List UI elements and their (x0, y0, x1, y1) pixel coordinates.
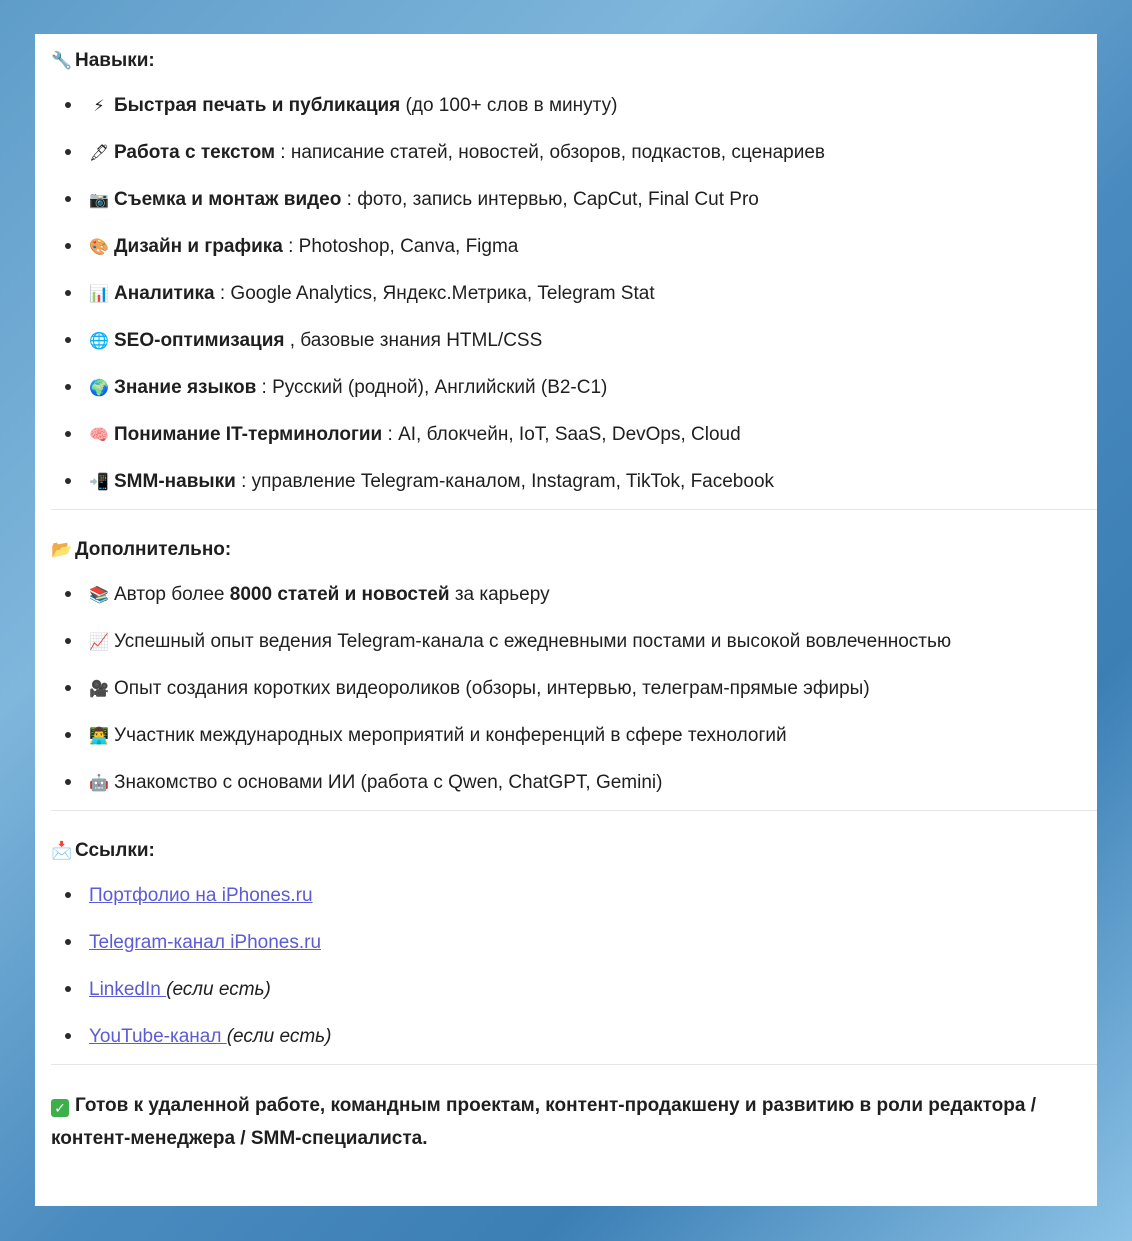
bullet (65, 939, 71, 945)
list-item (51, 1013, 1097, 1060)
item-text-after: за карьеру (449, 584, 550, 605)
list-item (51, 82, 1097, 129)
skill-name: Работа с текстом (114, 142, 276, 163)
brain-icon: 🧠 (89, 427, 109, 444)
skill-detail: : фото, запись интервью, CapCut, Final Cut Pro (341, 189, 759, 210)
bar-chart-icon: 📊 (89, 286, 109, 303)
item-text: Автор более (114, 584, 230, 605)
wrench-icon: 🔧 (51, 51, 73, 70)
skill-name: Понимание IT-терминологии (114, 424, 383, 445)
list-item (51, 411, 1097, 458)
list-item (51, 919, 1097, 966)
item-text: Успешный опыт ведения Telegram-канала с ежедневными постами и высокой вовлеченностью (114, 631, 952, 652)
books-icon: 📚 (89, 587, 109, 604)
video-camera-icon: 🎥 (89, 681, 109, 698)
envelope-icon: 📩 (51, 841, 73, 860)
phone-arrow-icon: 📲 (89, 474, 109, 491)
item-text: Знакомство с основами ИИ (работа с Qwen, ChatGPT, Gemini) (114, 772, 663, 793)
skill-name: Быстрая печать и публикация (114, 95, 401, 116)
divider (51, 509, 1097, 510)
closing-statement (51, 1089, 1097, 1155)
list-item (51, 317, 1097, 364)
globe-network-icon: 🌐 (89, 333, 109, 350)
bullet (65, 243, 71, 249)
links-list (51, 872, 1097, 1060)
list-item (51, 270, 1097, 317)
list-item (51, 176, 1097, 223)
list-item (51, 364, 1097, 411)
skill-detail: : Русский (родной), Английский (B2-C1) (256, 377, 608, 398)
list-item (51, 665, 1097, 712)
skill-detail: , базовые знания HTML/CSS (284, 330, 543, 351)
link-note: (если есть) (226, 1026, 332, 1047)
camera-icon: 📷 (89, 192, 109, 209)
skill-detail: : Google Analytics, Яндекс.Метрика, Telegram Stat (214, 283, 655, 304)
skills-list (51, 82, 1097, 505)
list-item (51, 712, 1097, 759)
bullet (65, 1033, 71, 1039)
bullet (65, 638, 71, 644)
skills-heading (51, 48, 1097, 74)
skill-name: SEO-оптимизация (114, 330, 285, 351)
robot-icon: 🤖 (89, 775, 109, 792)
list-item (51, 872, 1097, 919)
bullet (65, 196, 71, 202)
portfolio-link[interactable]: Портфолио на iPhones.ru (89, 885, 313, 906)
pen-icon: 🖋 (89, 145, 110, 162)
bullet (65, 102, 71, 108)
bullet (65, 779, 71, 785)
divider (51, 810, 1097, 811)
extra-title: Дополнительно: (75, 539, 232, 560)
bullet (65, 384, 71, 390)
links-title: Ссылки: (75, 840, 155, 861)
technologist-icon: 👨‍💻 (89, 728, 109, 745)
extra-list (51, 571, 1097, 806)
skills-title: Навыки: (75, 50, 155, 71)
links-heading (51, 838, 1097, 864)
skill-detail: : управление Telegram-каналом, Instagram, TikTok, Facebook (235, 471, 775, 492)
chart-up-icon: 📈 (89, 634, 109, 651)
extra-heading (51, 537, 1097, 563)
bullet (65, 337, 71, 343)
skill-detail: : Photoshop, Canva, Figma (282, 236, 519, 257)
linkedin-link[interactable]: LinkedIn (89, 979, 167, 1000)
bullet (65, 986, 71, 992)
skill-detail: (до 100+ слов в минуту) (400, 95, 618, 116)
bullet (65, 892, 71, 898)
check-icon: ✓ (51, 1099, 69, 1117)
list-item (51, 458, 1097, 505)
skill-name: Дизайн и графика (114, 236, 283, 257)
closing-text: Готов к удаленной работе, командным проектам, контент-продакшену и развитию в роли редактора / контент-менеджера / SMM-специалиста. (51, 1095, 1036, 1149)
skill-name: Аналитика (114, 283, 215, 304)
folder-icon: 📂 (51, 540, 73, 559)
list-item (51, 759, 1097, 806)
bullet (65, 290, 71, 296)
telegram-link[interactable]: Telegram-канал iPhones.ru (89, 932, 322, 953)
bullet (65, 685, 71, 691)
bullet (65, 431, 71, 437)
list-item (51, 618, 1097, 665)
item-bold: 8000 статей и новостей (229, 584, 450, 605)
item-text: Опыт создания коротких видеороликов (обзоры, интервью, телеграм-прямые эфиры) (114, 678, 870, 699)
skill-detail: : AI, блокчейн, IoT, SaaS, DevOps, Cloud (382, 424, 741, 445)
divider (51, 1064, 1097, 1065)
bullet (65, 591, 71, 597)
skill-detail: : написание статей, новостей, обзоров, подкастов, сценариев (275, 142, 825, 163)
list-item (51, 571, 1097, 618)
youtube-link[interactable]: YouTube-канал (89, 1026, 227, 1047)
skill-name: Знание языков (114, 377, 257, 398)
list-item (51, 966, 1097, 1013)
bullet (65, 149, 71, 155)
bullet (65, 478, 71, 484)
item-text: Участник международных мероприятий и конференций в сфере технологий (114, 725, 787, 746)
link-note: (если есть) (166, 979, 271, 1000)
bullet (65, 732, 71, 738)
list-item (51, 129, 1097, 176)
lightning-icon: ⚡ (93, 98, 105, 115)
palette-icon: 🎨 (89, 239, 109, 256)
list-item (51, 223, 1097, 270)
skill-name: SMM-навыки (114, 471, 236, 492)
globe-icon: 🌍 (89, 380, 109, 397)
content-panel (35, 34, 1097, 1206)
skill-name: Съемка и монтаж видео (114, 189, 342, 210)
